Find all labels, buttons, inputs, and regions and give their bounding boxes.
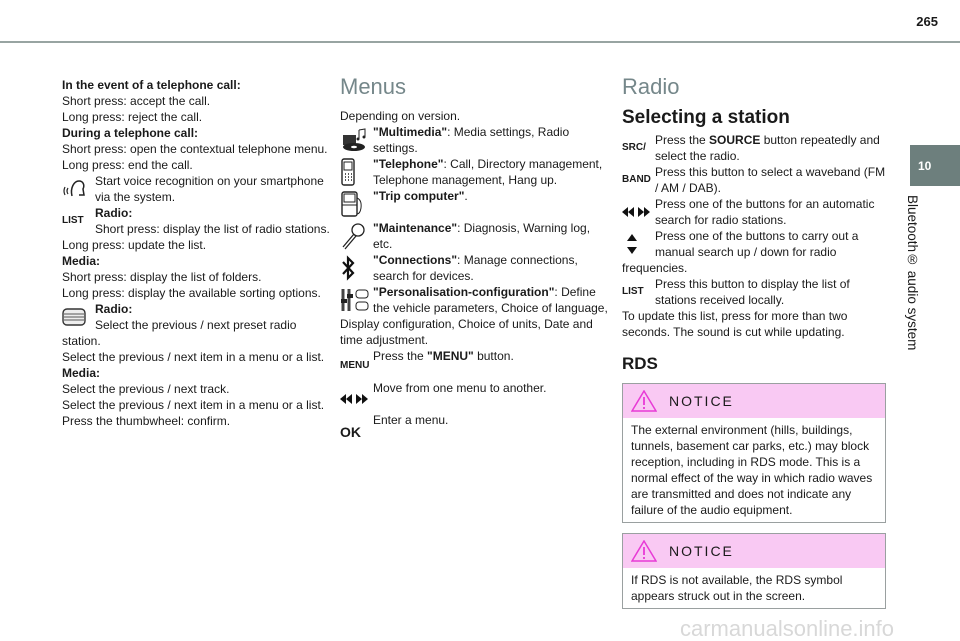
label: Media: [62, 366, 101, 380]
menu-item-telephone [340, 156, 612, 188]
text: Short press: display the list of folders. [62, 270, 262, 284]
menu-item-personalisation [340, 284, 612, 348]
text: Start voice recognition on your smartphone via the system. [95, 174, 324, 204]
bluetooth-icon [340, 252, 373, 284]
menu-button-icon: MENU [340, 360, 370, 371]
label: SOURCE [709, 133, 761, 147]
band-button-icon: BAND [622, 174, 651, 185]
label: Radio: [95, 206, 133, 220]
trip-computer-icon [340, 188, 373, 220]
text: button. [473, 349, 514, 363]
label: "Maintenance" [373, 221, 458, 235]
menu-item-maintenance [340, 220, 612, 252]
text: Short press: open the contextual telephone menu. [62, 142, 328, 156]
multimedia-icon [340, 124, 373, 156]
thumbwheel-icon [62, 301, 95, 333]
menu-item-trip-computer [340, 188, 612, 204]
warning-icon [631, 390, 657, 412]
text: Short press: display the list of radio stations. [95, 222, 330, 236]
notice-label: NOTICE [669, 393, 734, 409]
text: : Manage connections, search for devices. [373, 253, 578, 283]
text: Long press: display the available sorting options. [62, 286, 321, 300]
chapter-tab[interactable]: 10 [910, 145, 960, 186]
notice-box [622, 383, 886, 523]
text: : Call, Directory management, Telephone management, Hang up. [373, 157, 603, 187]
text: Press this button to display the list of stations received locally. [655, 277, 850, 307]
telephone-icon [340, 156, 373, 188]
label: "Trip computer" [373, 189, 465, 203]
source-item [622, 132, 886, 164]
move-item [340, 380, 612, 396]
text: Select the previous / next item in a menu or a list. [62, 398, 325, 412]
list-button-icon: LIST [62, 215, 84, 226]
heading-during-call: During a telephone call: [62, 126, 199, 140]
text: Press this button to select a waveband (FM / AM / DAB). [655, 165, 886, 195]
seek-arrows-icon [622, 196, 655, 228]
ok-button-icon: OK [340, 424, 361, 440]
heading-telephone-call: In the event of a telephone call: [62, 78, 241, 92]
page-number: 265 [916, 14, 938, 29]
warning-icon [631, 540, 657, 562]
label: "Connections" [373, 253, 458, 267]
menus-column [340, 74, 612, 444]
up-down-arrows-icon [622, 228, 655, 260]
menus-title: Menus [340, 74, 407, 99]
text: Press the [655, 133, 710, 147]
seek-arrows-icon [340, 380, 373, 412]
text: Press one of the buttons to carry out a manual search up / down for radio frequencies. [622, 229, 859, 275]
text: Long press: end the call. [62, 158, 193, 172]
label: Radio: [95, 302, 133, 316]
radio-title: Radio [622, 74, 680, 99]
text: Long press: update the list. [62, 238, 207, 252]
source-button-icon: SRC/ [622, 142, 646, 153]
text: Select the previous / next preset radio station. [62, 318, 297, 348]
text: button repeatedly and select the radio. [655, 133, 880, 163]
wrench-icon [340, 220, 373, 252]
ok-item [340, 412, 612, 440]
text: Short press: accept the call. [62, 94, 211, 108]
text: Press the thumbwheel: confirm. [62, 414, 231, 428]
notice-text: The external environment (hills, buildings, tunnels, basement car parks, etc.) may block reception, including in RDS mode. This is a normal effect of the way in which radio waves are transmitted and does not indicate any failure of the audio equipment. [631, 423, 873, 517]
radio-column [622, 74, 886, 619]
chapter-title: Bluetooth® audio system [905, 195, 920, 351]
notice-text: If RDS is not available, the RDS symbol appears struck out in the screen. [631, 573, 843, 603]
text: Press one of the buttons for an automatic search for radio stations. [655, 197, 875, 227]
label: "Multimedia" [373, 125, 448, 139]
band-item [622, 164, 886, 196]
label: "Personalisation-configuration" [373, 285, 555, 299]
selecting-station-title: Selecting a station [622, 107, 790, 128]
text: Select the previous / next track. [62, 382, 230, 396]
thumbwheel-item [62, 301, 334, 349]
list-item [62, 205, 334, 237]
text: : Define the vehicle parameters, Choice of language, Display configuration, Choice of units, Date and time adjustment. [340, 285, 608, 347]
voice-item [62, 173, 334, 205]
settings-sliders-icon [340, 284, 373, 316]
label: "Telephone" [373, 157, 444, 171]
text: Press the [373, 349, 428, 363]
left-column [62, 77, 334, 429]
notice-box [622, 533, 886, 609]
text: To update this list, press for more than two seconds. The sound is cut while updating. [622, 309, 848, 339]
text: : Diagnosis, Warning log, etc. [373, 221, 591, 251]
text: Move from one menu to another. [373, 381, 547, 395]
text: : Media settings, Radio settings. [373, 125, 570, 155]
list-button-icon: LIST [622, 286, 644, 297]
label: "MENU" [427, 349, 474, 363]
manual-search-item [622, 228, 886, 276]
text: . [464, 189, 468, 203]
text: Select the previous / next item in a menu or a list. [62, 350, 325, 364]
menu-item-connections [340, 252, 612, 284]
menu-button-item [340, 348, 612, 371]
voice-recognition-icon [62, 173, 95, 205]
list-item [622, 276, 886, 308]
header-rule [0, 41, 960, 43]
seek-item [622, 196, 886, 228]
text: Long press: reject the call. [62, 110, 203, 124]
watermark: carmanualsonline.info [680, 616, 895, 641]
notice-label: NOTICE [669, 543, 734, 559]
menu-item-multimedia [340, 124, 612, 156]
text: Depending on version. [340, 109, 461, 123]
label: Media: [62, 254, 101, 268]
rds-title: RDS [622, 354, 658, 373]
text: Enter a menu. [373, 413, 449, 427]
